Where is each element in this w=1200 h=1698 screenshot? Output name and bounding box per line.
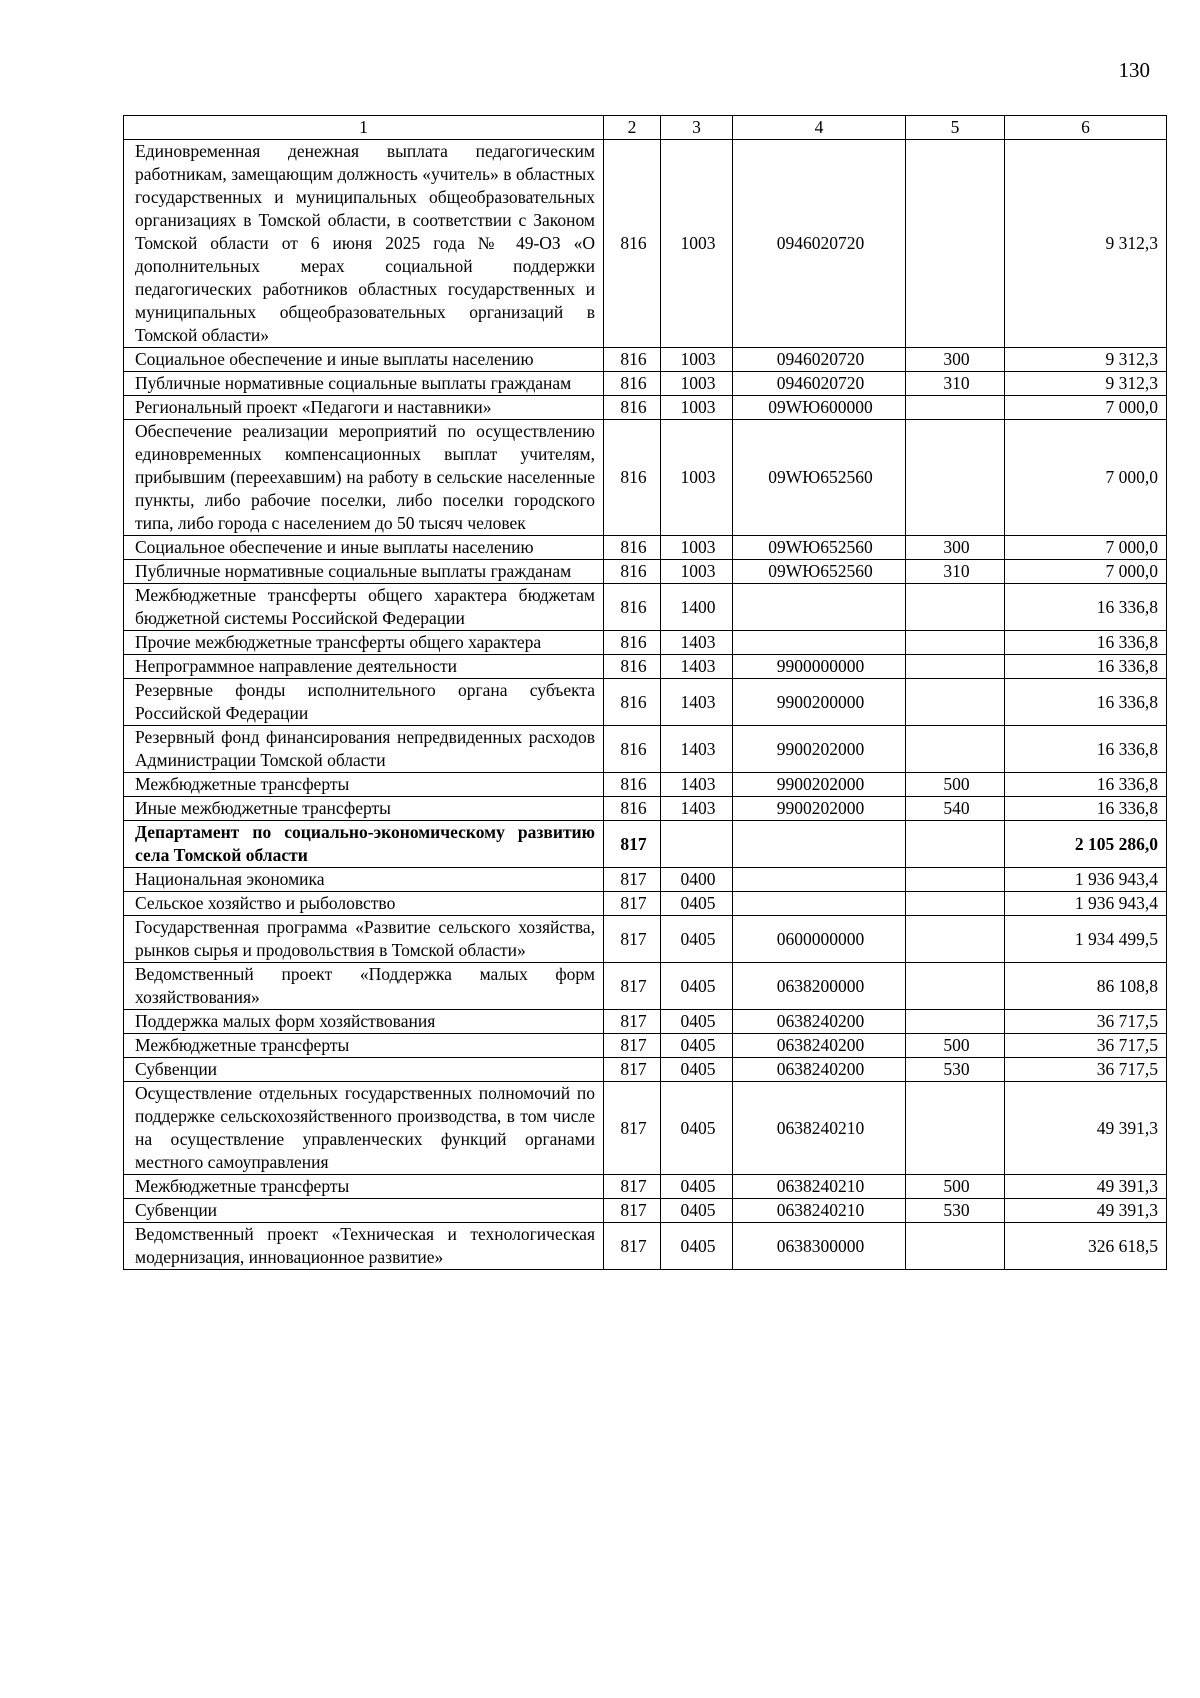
section-code-cell: 0405 [661,892,733,916]
section-code-cell: 0405 [661,1199,733,1223]
table-row [124,396,1167,420]
expense-type-code-cell: 500 [906,773,1005,797]
ministry-code-cell: 817 [604,1034,661,1058]
target-article-code-cell: 0638240210 [733,1199,906,1223]
section-code-cell: 0400 [661,868,733,892]
amount-cell: 326 618,5 [1005,1223,1167,1270]
section-code-cell: 0405 [661,1175,733,1199]
target-article-code-cell: 09WЮ652560 [733,420,906,536]
page-number: 130 [1118,58,1150,82]
table-row [124,631,1167,655]
table-row [124,372,1167,396]
amount-cell: 36 717,5 [1005,1010,1167,1034]
row-name-cell: Социальное обеспечение и иные выплаты населению [124,536,604,560]
ministry-code-cell: 817 [604,892,661,916]
section-code-cell: 0405 [661,1058,733,1082]
amount-cell: 36 717,5 [1005,1058,1167,1082]
target-article-code-cell: 0638240210 [733,1082,906,1175]
expense-type-code-cell [906,726,1005,773]
row-name-cell: Ведомственный проект «Техническая и технологическая модернизация, инновационное развитие» [124,1223,604,1270]
section-code-cell: 0405 [661,1223,733,1270]
row-name-cell: Межбюджетные трансферты [124,1034,604,1058]
ministry-code-cell: 816 [604,372,661,396]
row-name-cell: Межбюджетные трансферты общего характера бюджетам бюджетной системы Российской Федерации [124,584,604,631]
ministry-code-cell: 816 [604,536,661,560]
section-code-cell: 1403 [661,797,733,821]
amount-cell: 16 336,8 [1005,797,1167,821]
section-code-cell: 1003 [661,372,733,396]
target-article-code-cell: 09WЮ652560 [733,560,906,584]
row-name-cell: Резервный фонд финансирования непредвиденных расходов Администрации Томской области [124,726,604,773]
target-article-code-cell: 0600000000 [733,916,906,963]
expense-type-code-cell [906,679,1005,726]
row-name-cell: Публичные нормативные социальные выплаты гражданам [124,560,604,584]
column-header-2: 2 [604,116,661,140]
target-article-code-cell: 0638240200 [733,1034,906,1058]
table-row [124,797,1167,821]
section-code-cell: 1403 [661,631,733,655]
section-code-cell: 0405 [661,1082,733,1175]
expense-type-code-cell [906,821,1005,868]
expense-type-code-cell [906,584,1005,631]
table-row [124,821,1167,868]
ministry-code-cell: 817 [604,916,661,963]
amount-cell: 9 312,3 [1005,348,1167,372]
table-header-row [124,116,1167,140]
amount-cell: 9 312,3 [1005,140,1167,348]
expense-type-code-cell: 540 [906,797,1005,821]
section-code-cell: 1003 [661,348,733,372]
ministry-code-cell: 817 [604,821,661,868]
target-article-code-cell [733,821,906,868]
table-row [124,1010,1167,1034]
row-name-cell: Ведомственный проект «Поддержка малых форм хозяйствования» [124,963,604,1010]
row-name-cell: Субвенции [124,1199,604,1223]
ministry-code-cell: 816 [604,348,661,372]
expense-type-code-cell [906,1082,1005,1175]
amount-cell: 16 336,8 [1005,726,1167,773]
table-row [124,560,1167,584]
column-header-3: 3 [661,116,733,140]
row-name-cell: Межбюджетные трансферты [124,773,604,797]
amount-cell: 16 336,8 [1005,679,1167,726]
section-code-cell: 1003 [661,140,733,348]
section-code-cell: 1003 [661,396,733,420]
table-row [124,773,1167,797]
ministry-code-cell: 817 [604,1082,661,1175]
amount-cell: 36 717,5 [1005,1034,1167,1058]
amount-cell: 1 936 943,4 [1005,868,1167,892]
amount-cell: 7 000,0 [1005,396,1167,420]
ministry-code-cell: 816 [604,396,661,420]
table-row [124,726,1167,773]
ministry-code-cell: 817 [604,1199,661,1223]
row-name-cell: Единовременная денежная выплата педагогическим работникам, замещающим должность «учитель» в областных государственных и муниципальных общеобразовательных организациях в Томской области, в соответствии с Законом Томской области от 6 июня 2025 года № 49-ОЗ «О дополнительных мерах социальной поддержки педагогических работников областных государственных и муниципальных общеобразовательных организаций в Томской области» [124,140,604,348]
expense-type-code-cell [906,140,1005,348]
ministry-code-cell: 816 [604,797,661,821]
row-name-cell: Публичные нормативные социальные выплаты гражданам [124,372,604,396]
ministry-code-cell: 816 [604,773,661,797]
target-article-code-cell: 9900202000 [733,773,906,797]
ministry-code-cell: 817 [604,1223,661,1270]
table-row [124,1034,1167,1058]
section-code-cell [661,821,733,868]
table-row [124,892,1167,916]
target-article-code-cell [733,892,906,916]
table-row [124,655,1167,679]
column-header-6: 6 [1005,116,1167,140]
row-name-cell: Прочие межбюджетные трансферты общего характера [124,631,604,655]
amount-cell: 16 336,8 [1005,584,1167,631]
amount-cell: 9 312,3 [1005,372,1167,396]
table-row [124,140,1167,348]
section-code-cell: 1403 [661,655,733,679]
table-row [124,868,1167,892]
target-article-code-cell [733,584,906,631]
row-name-cell: Межбюджетные трансферты [124,1175,604,1199]
section-code-cell: 1003 [661,560,733,584]
ministry-code-cell: 816 [604,560,661,584]
table-row [124,420,1167,536]
target-article-code-cell: 9900000000 [733,655,906,679]
row-name-cell: Субвенции [124,1058,604,1082]
target-article-code-cell [733,631,906,655]
table-body [124,140,1167,1270]
target-article-code-cell: 09WЮ652560 [733,536,906,560]
section-code-cell: 0405 [661,1010,733,1034]
amount-cell: 49 391,3 [1005,1199,1167,1223]
expense-type-code-cell: 530 [906,1058,1005,1082]
amount-cell: 86 108,8 [1005,963,1167,1010]
row-name-cell: Департамент по социально-экономическому развитию села Томской области [124,821,604,868]
row-name-cell: Резервные фонды исполнительного органа субъекта Российской Федерации [124,679,604,726]
target-article-code-cell: 0638300000 [733,1223,906,1270]
table-row [124,536,1167,560]
ministry-code-cell: 816 [604,140,661,348]
table-row [124,1175,1167,1199]
section-code-cell: 1403 [661,726,733,773]
table-row [124,916,1167,963]
row-name-cell: Осуществление отдельных государственных полномочий по поддержке сельскохозяйственного производства, в том числе на осуществление управленческих функций органами местного самоуправления [124,1082,604,1175]
section-code-cell: 0405 [661,963,733,1010]
table-row [124,679,1167,726]
column-header-4: 4 [733,116,906,140]
table-row [124,1082,1167,1175]
expense-type-code-cell [906,396,1005,420]
amount-cell: 49 391,3 [1005,1175,1167,1199]
target-article-code-cell: 0946020720 [733,372,906,396]
row-name-cell: Региональный проект «Педагоги и наставники» [124,396,604,420]
expense-type-code-cell: 500 [906,1175,1005,1199]
budget-table [123,115,1167,1270]
amount-cell: 7 000,0 [1005,536,1167,560]
row-name-cell: Непрограммное направление деятельности [124,655,604,679]
amount-cell: 16 336,8 [1005,631,1167,655]
table-row [124,1199,1167,1223]
row-name-cell: Поддержка малых форм хозяйствования [124,1010,604,1034]
section-code-cell: 1003 [661,420,733,536]
expense-type-code-cell [906,1223,1005,1270]
ministry-code-cell: 817 [604,1175,661,1199]
amount-cell: 16 336,8 [1005,655,1167,679]
expense-type-code-cell: 530 [906,1199,1005,1223]
target-article-code-cell: 09WЮ600000 [733,396,906,420]
ministry-code-cell: 816 [604,655,661,679]
ministry-code-cell: 816 [604,584,661,631]
amount-cell: 1 936 943,4 [1005,892,1167,916]
amount-cell: 49 391,3 [1005,1082,1167,1175]
ministry-code-cell: 817 [604,1010,661,1034]
row-name-cell: Обеспечение реализации мероприятий по осуществлению единовременных компенсационных выплат учителям, прибывшим (переехавшим) на работу в сельские населенные пункты, либо рабочие поселки, либо поселки городского типа, либо города с населением до 50 тысяч человек [124,420,604,536]
table-row [124,1223,1167,1270]
row-name-cell: Национальная экономика [124,868,604,892]
target-article-code-cell: 0638240210 [733,1175,906,1199]
section-code-cell: 1403 [661,773,733,797]
section-code-cell: 1403 [661,679,733,726]
expense-type-code-cell [906,963,1005,1010]
column-header-5: 5 [906,116,1005,140]
expense-type-code-cell [906,420,1005,536]
target-article-code-cell: 0638240200 [733,1058,906,1082]
column-header-1: 1 [124,116,604,140]
table-row [124,584,1167,631]
ministry-code-cell: 816 [604,679,661,726]
row-name-cell: Социальное обеспечение и иные выплаты населению [124,348,604,372]
expense-type-code-cell [906,868,1005,892]
row-name-cell: Сельское хозяйство и рыболовство [124,892,604,916]
ministry-code-cell: 817 [604,868,661,892]
row-name-cell: Государственная программа «Развитие сельского хозяйства, рынков сырья и продовольствия в Томской области» [124,916,604,963]
expense-type-code-cell: 300 [906,348,1005,372]
expense-type-code-cell [906,631,1005,655]
target-article-code-cell: 0946020720 [733,348,906,372]
section-code-cell: 1400 [661,584,733,631]
section-code-cell: 0405 [661,916,733,963]
ministry-code-cell: 816 [604,726,661,773]
target-article-code-cell: 9900202000 [733,726,906,773]
expense-type-code-cell [906,655,1005,679]
ministry-code-cell: 816 [604,631,661,655]
section-code-cell: 1003 [661,536,733,560]
amount-cell: 1 934 499,5 [1005,916,1167,963]
amount-cell: 16 336,8 [1005,773,1167,797]
target-article-code-cell: 0946020720 [733,140,906,348]
expense-type-code-cell: 310 [906,372,1005,396]
expense-type-code-cell: 300 [906,536,1005,560]
target-article-code-cell: 0638240200 [733,1010,906,1034]
amount-cell: 2 105 286,0 [1005,821,1167,868]
amount-cell: 7 000,0 [1005,420,1167,536]
section-code-cell: 0405 [661,1034,733,1058]
expense-type-code-cell: 310 [906,560,1005,584]
expense-type-code-cell [906,1010,1005,1034]
expense-type-code-cell [906,916,1005,963]
amount-cell: 7 000,0 [1005,560,1167,584]
ministry-code-cell: 817 [604,1058,661,1082]
ministry-code-cell: 816 [604,420,661,536]
row-name-cell: Иные межбюджетные трансферты [124,797,604,821]
table-row [124,963,1167,1010]
target-article-code-cell [733,868,906,892]
target-article-code-cell: 9900200000 [733,679,906,726]
table-row [124,1058,1167,1082]
target-article-code-cell: 0638200000 [733,963,906,1010]
ministry-code-cell: 817 [604,963,661,1010]
expense-type-code-cell: 500 [906,1034,1005,1058]
expense-type-code-cell [906,892,1005,916]
target-article-code-cell: 9900202000 [733,797,906,821]
table-row [124,348,1167,372]
